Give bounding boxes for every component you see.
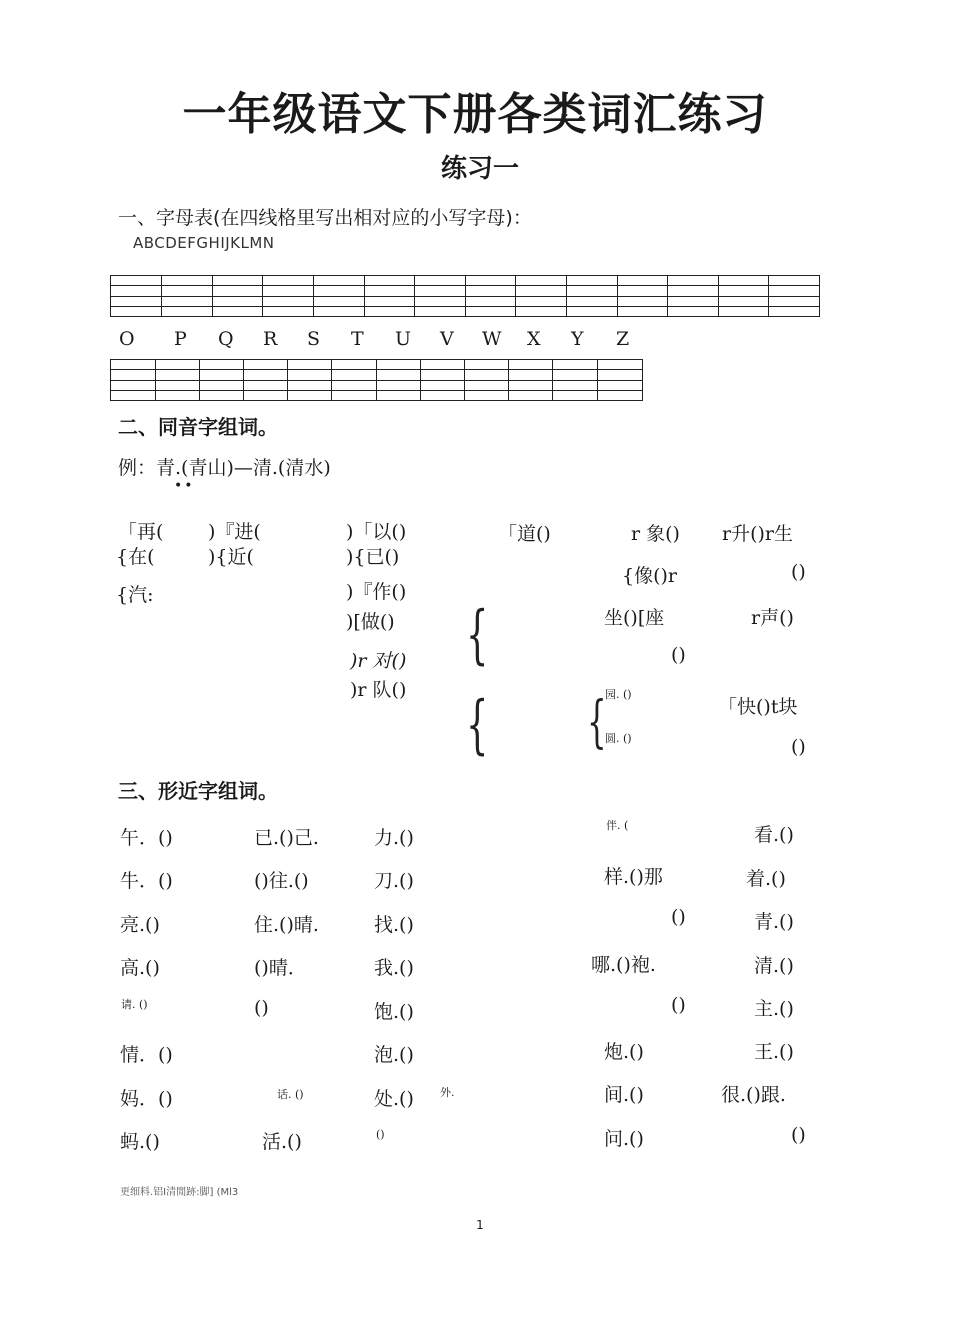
word-a3: )「以() [346, 521, 407, 543]
s3-c5-r3: 青.() [754, 911, 794, 933]
word-a1: 「再( [118, 521, 164, 543]
letter-u: U [395, 328, 412, 350]
word-e2: )r 对() [350, 650, 407, 672]
alphabet-row-1: ABCDEFGHIJKLMN [133, 234, 275, 252]
page-number: 1 [476, 1218, 484, 1232]
word-b2: ){近( [208, 546, 254, 568]
s3-c3-r5: 饱.() [374, 1001, 414, 1023]
letter-p: P [174, 328, 187, 350]
word-l3: () [791, 736, 806, 758]
s3-c2-r6: 话. () [277, 1088, 304, 1101]
brace-3-icon: { [587, 690, 607, 755]
s3-c2-r2: ()往.() [254, 870, 309, 892]
s3-c5-r7: 很.()跟. [721, 1084, 786, 1106]
s3-c5-r1: 看.() [754, 824, 794, 846]
s3-c2-r3: 住.()晴. [254, 914, 319, 936]
word-j2: () [671, 644, 686, 666]
s3-c4-r6: 炮.() [604, 1041, 644, 1063]
word-g3: r升()r生 [722, 523, 793, 545]
word-c2: )『作() [346, 581, 407, 603]
word-i3: r声() [751, 607, 794, 629]
s3-c5-r5: 主.() [754, 998, 794, 1020]
word-a2: )『进( [208, 521, 261, 543]
s3-c4-r5: () [671, 994, 686, 1016]
s3-c1-r2: 牛．() [120, 870, 173, 892]
s3-c3-r8: () [376, 1128, 385, 1141]
s3-c5-r2: 着.() [746, 868, 786, 890]
word-d2: )[做() [346, 611, 395, 633]
footer-note: 更细料.铝Ⅰ清閒跡:脚] (Ml3 [120, 1187, 239, 1198]
brace-1-icon: { [466, 598, 489, 672]
s3-c3-r3: 找.() [374, 914, 414, 936]
section-3-heading: 三、形近字组词。 [118, 779, 278, 803]
s3-c2-r5: () [254, 997, 269, 1019]
s3-c2-r7: 活.() [262, 1131, 302, 1153]
section-2-heading: 二、同音字组词。 [118, 415, 278, 439]
letter-t: T [351, 328, 364, 350]
brace-2-icon: { [466, 688, 489, 762]
word-i2: 坐()[座 [604, 607, 665, 629]
s3-c1-r6: 情．() [120, 1044, 173, 1066]
s3-c4-r1: 伴. ( [606, 819, 629, 832]
s3-c3-r7b: 外. [440, 1086, 455, 1099]
letter-r: R [263, 328, 278, 350]
word-b3: ){已() [346, 546, 400, 568]
word-k2: 园. () [605, 688, 632, 701]
s3-c1-r4: 高.() [120, 957, 160, 979]
emphasis-dots: •• [174, 478, 195, 494]
section-1-heading: 一、字母表(在四线格里写出相对应的小写字母)： [118, 207, 532, 229]
s3-c1-r1: 午．() [120, 827, 173, 849]
letter-x: X [527, 328, 541, 350]
four-line-grid-1[interactable] [110, 275, 820, 317]
word-h2: {像()r [622, 565, 677, 587]
letter-v: V [440, 328, 454, 350]
letter-s: S [307, 328, 321, 350]
s3-c3-r1: 力.() [374, 827, 414, 849]
page-subtitle: 练习一 [440, 154, 519, 184]
word-g1: 「道() [498, 523, 551, 545]
s3-c4-r8: 问.() [604, 1128, 644, 1150]
word-c1: {汽: [116, 584, 154, 606]
letter-w: W [482, 328, 502, 350]
word-g2: r 象() [631, 523, 680, 545]
word-k3: 「快()t块 [718, 696, 798, 718]
four-line-grid-2[interactable] [110, 359, 643, 401]
s3-c3-r4: 我.() [374, 957, 414, 979]
s3-c3-r6: 泡.() [374, 1044, 414, 1066]
letter-o: O [119, 328, 135, 350]
s3-c1-r3: 亮.() [120, 914, 160, 936]
word-f2: )r 队() [350, 679, 407, 701]
s3-c4-r3: () [671, 906, 686, 928]
s3-c4-r2: 样.()那 [604, 866, 663, 888]
s3-c1-r5: 请. () [121, 998, 148, 1011]
s3-c2-r1: 已.()己. [254, 827, 319, 849]
word-h3: () [791, 561, 806, 583]
s3-c5-r4: 清.() [754, 955, 794, 977]
s3-c5-r6: 王.() [754, 1041, 794, 1063]
s3-c1-r7: 妈．() [120, 1088, 173, 1110]
s3-c3-r7: 处.() [374, 1088, 414, 1110]
letter-y: Y [571, 328, 584, 350]
word-l2: 圆. () [605, 732, 632, 745]
s3-c1-r8: 蚂.() [120, 1131, 160, 1153]
letter-q: Q [218, 328, 234, 350]
page-title: 一年级语文下册各类词汇练习 [182, 89, 768, 140]
s3-c4-r4: 哪.()袍. [591, 954, 656, 976]
example-text: 例：青.(青山)—清.(清水) [118, 457, 331, 479]
s3-c5-r8: () [791, 1124, 806, 1146]
letter-z: Z [616, 328, 630, 350]
s3-c2-r4: ()晴． [254, 957, 307, 979]
s3-c4-r7: 间.() [604, 1084, 644, 1106]
word-b1: {在( [116, 546, 155, 568]
s3-c3-r2: 刀.() [374, 870, 414, 892]
